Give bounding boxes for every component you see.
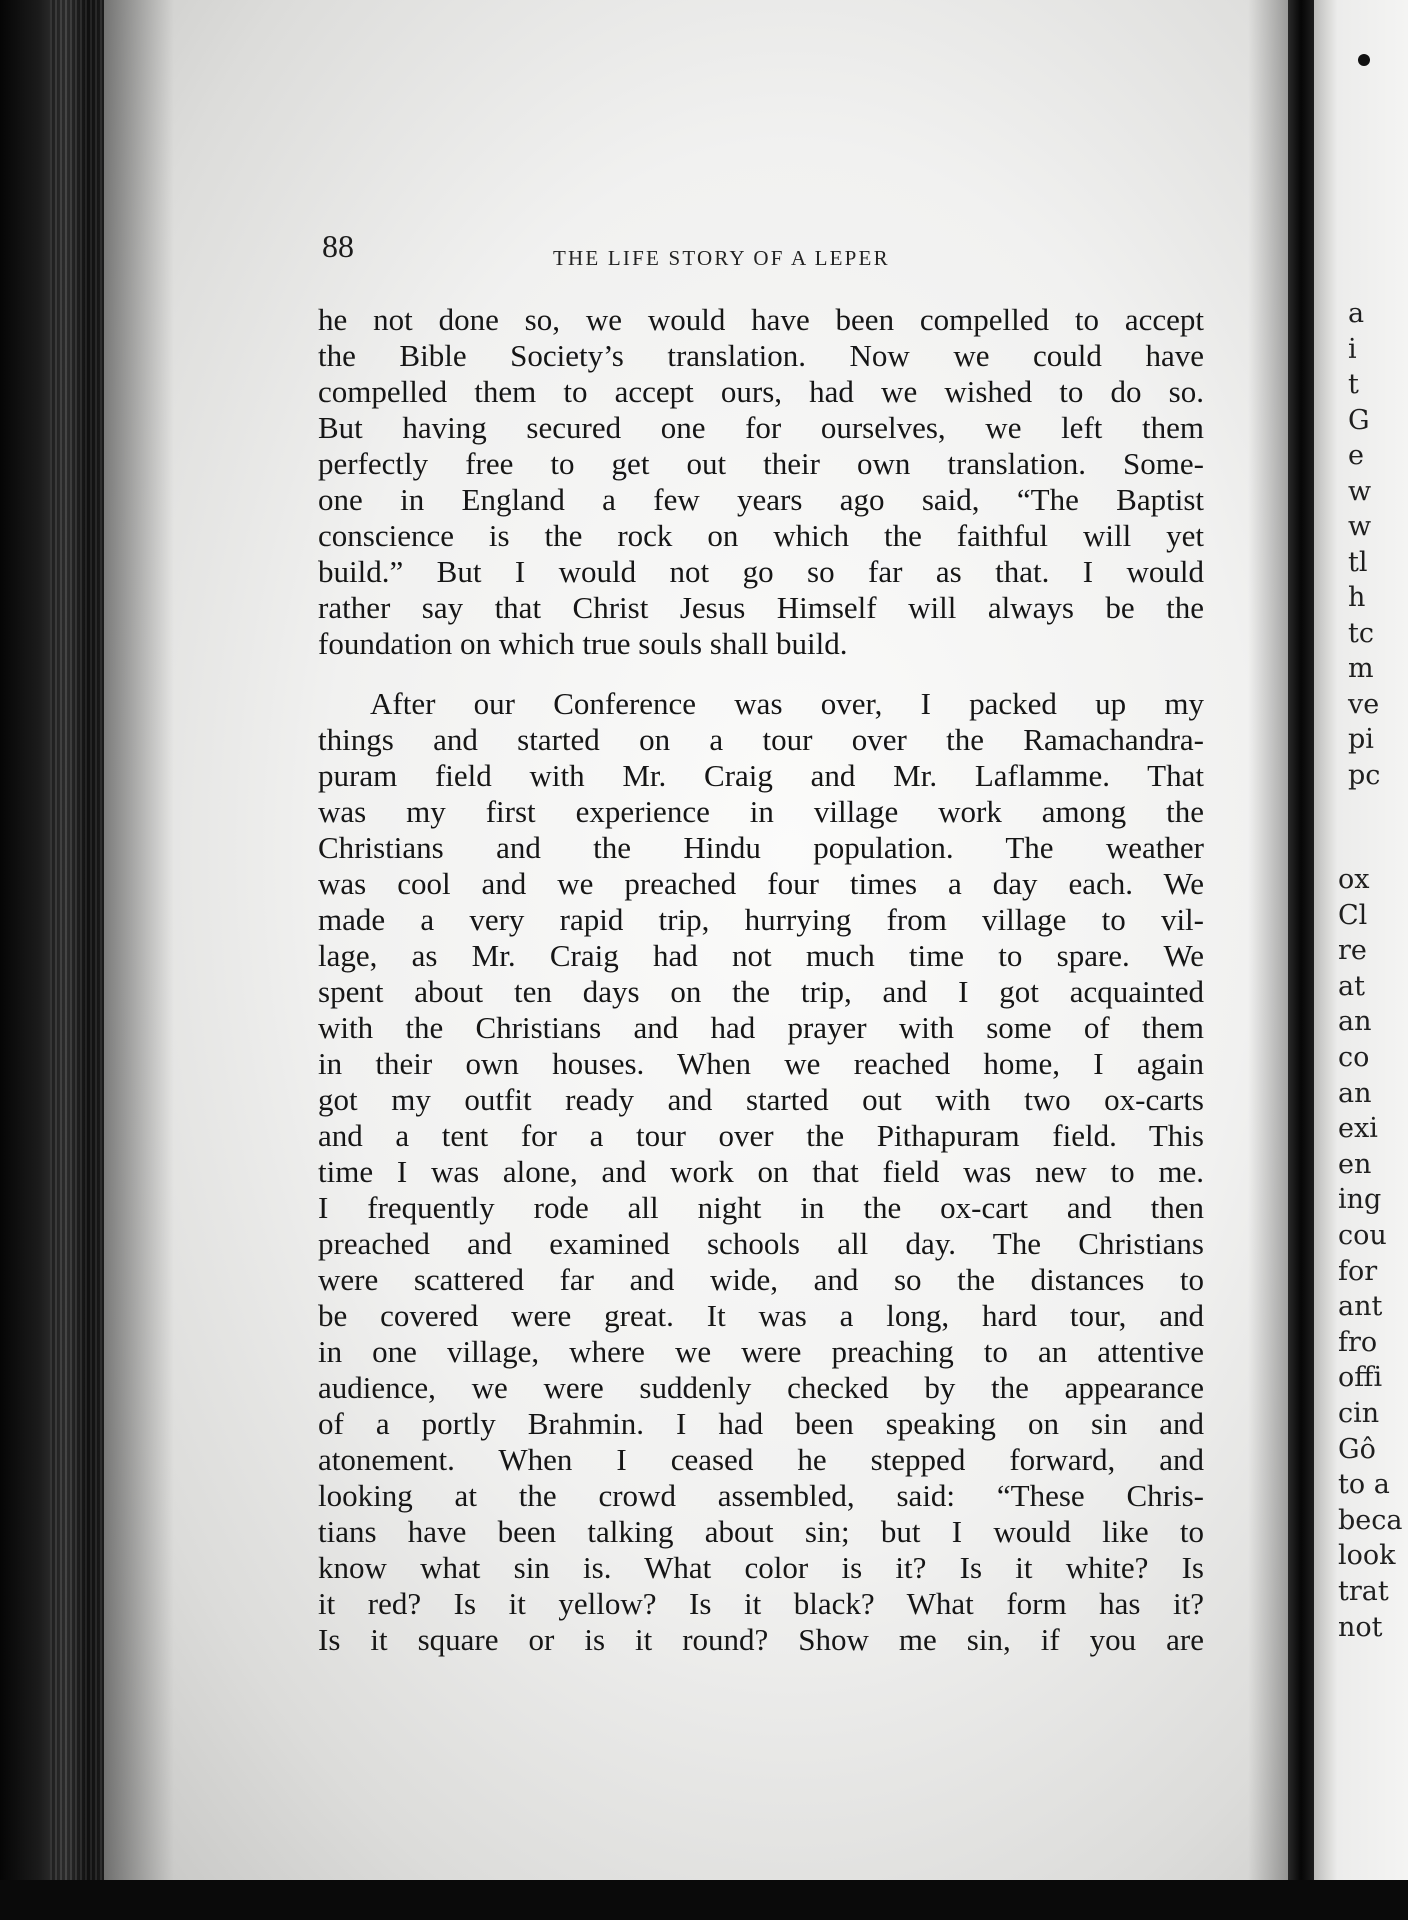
adjacent-page-fragment: look xyxy=(1338,1540,1396,1572)
adjacent-page-fragment: en xyxy=(1338,1148,1372,1180)
adjacent-page-fragment: offi xyxy=(1338,1362,1383,1394)
adjacent-page-fragment: tc xyxy=(1348,617,1374,649)
text-line: spent about ten days on the trip, and I got acquainted xyxy=(318,974,1204,1009)
page-number: 88 xyxy=(322,228,354,264)
adjacent-page-fragment: exi xyxy=(1338,1113,1378,1145)
adjacent-page-fragment: w xyxy=(1348,475,1372,507)
text-line: he not done so, we would have been compelled to accept xyxy=(318,302,1204,337)
text-line: perfectly free to get out their own translation. Some- xyxy=(318,446,1204,481)
text-line: audience, we were suddenly checked by the appearance xyxy=(318,1370,1204,1405)
adjacent-page-fragment: t xyxy=(1348,369,1359,400)
text-line: build.” But I would not go so far as that. I would xyxy=(318,554,1204,589)
text-line: the Bible Society’s translation. Now we could have xyxy=(318,338,1204,373)
running-title: THE LIFE STORY OF A LEPER xyxy=(553,246,890,270)
text-line: was cool and we preached four times a day each. We xyxy=(318,866,1204,901)
adjacent-page-fragment: ve xyxy=(1348,688,1380,720)
adjacent-page-fragment: w xyxy=(1348,511,1372,542)
adjacent-page-fragment: pi xyxy=(1348,724,1374,755)
adjacent-page-fragment: to a xyxy=(1338,1469,1390,1501)
ink-dot-mark xyxy=(1358,54,1370,66)
text-line: know what sin is. What color is it? Is it white? Is xyxy=(318,1550,1204,1585)
text-line: After our Conference was over, I packed up my xyxy=(370,686,1204,721)
adjacent-page-fragment: trat xyxy=(1338,1576,1389,1607)
adjacent-page-fragment: fro xyxy=(1338,1326,1378,1358)
text-line: things and started on a tour over the Ramachandra- xyxy=(318,722,1204,757)
text-line: I frequently rode all night in the ox-cart and then xyxy=(318,1190,1204,1225)
text-line: Christians and the Hindu population. The weather xyxy=(318,830,1204,865)
adjacent-page-fragment: tl xyxy=(1348,546,1368,578)
text-line: compelled them to accept ours, had we wished to do so. xyxy=(318,374,1204,409)
adjacent-page-fragment: for xyxy=(1338,1255,1378,1287)
adjacent-page-fragment: ant xyxy=(1338,1291,1383,1323)
text-line: conscience is the rock on which the faithful will yet xyxy=(318,518,1204,553)
text-line: be covered were great. It was a long, hard tour, and xyxy=(318,1298,1204,1333)
page-edges-stack xyxy=(50,0,110,1920)
text-line: looking at the crowd assembled, said: “These Chris- xyxy=(318,1478,1204,1513)
adjacent-page-fragment: re xyxy=(1338,935,1367,967)
text-line: preached and examined schools all day. The Christians xyxy=(318,1226,1204,1261)
text-line: were scattered far and wide, and so the distances to xyxy=(318,1262,1204,1297)
adjacent-page-fragment: h xyxy=(1348,582,1366,613)
text-line: puram field with Mr. Craig and Mr. Laflamme. That xyxy=(318,758,1204,793)
text-line: atonement. When I ceased he stepped forward, and xyxy=(318,1442,1204,1477)
adjacent-page-fragment: pc xyxy=(1348,759,1381,791)
text-line: But having secured one for ourselves, we left them xyxy=(318,410,1204,445)
text-line: was my first experience in village work among the xyxy=(318,794,1204,829)
adjacent-page-fragment: ing xyxy=(1338,1184,1382,1216)
adjacent-page-fragment: cin xyxy=(1338,1398,1380,1429)
adjacent-page-fragment: ox xyxy=(1338,864,1370,895)
adjacent-page-fragment: a xyxy=(1348,298,1365,329)
adjacent-page-fragment: G xyxy=(1348,404,1370,436)
book-gutter xyxy=(1288,0,1314,1920)
text-line: in one village, where we were preaching to an attentive xyxy=(318,1334,1204,1369)
text-line: of a portly Brahmin. I had been speaking on sin and xyxy=(318,1406,1204,1441)
adjacent-page-fragment: an xyxy=(1338,1006,1372,1038)
adjacent-page-fragment: e xyxy=(1348,440,1364,471)
adjacent-page-fragment: Cl xyxy=(1338,899,1368,931)
adjacent-page-fragment: cou xyxy=(1338,1220,1387,1251)
adjacent-page-fragment: an xyxy=(1338,1077,1372,1109)
text-line: and a tent for a tour over the Pithapuram field. This xyxy=(318,1118,1204,1153)
text-line: Is it square or is it round? Show me sin, if you are xyxy=(318,1622,1204,1657)
adjacent-page-fragment: i xyxy=(1348,333,1357,365)
adjacent-page xyxy=(1314,0,1408,1895)
adjacent-page-fragment: beca xyxy=(1338,1504,1403,1536)
text-line: lage, as Mr. Craig had not much time to spare. We xyxy=(318,938,1204,973)
text-line: it red? Is it yellow? Is it black? What form has it? xyxy=(318,1586,1204,1621)
text-line: got my outfit ready and started out with two ox-carts xyxy=(318,1082,1204,1117)
scan-bottom-edge xyxy=(0,1880,1408,1920)
text-line: rather say that Christ Jesus Himself will always be the xyxy=(318,590,1204,625)
paragraph-2 xyxy=(318,686,1204,1658)
text-line: made a very rapid trip, hurrying from village to vil- xyxy=(318,902,1204,937)
adjacent-page-fragment: not xyxy=(1338,1611,1383,1643)
adjacent-page-fragment: m xyxy=(1348,653,1374,684)
text-line: one in England a few years ago said, “The Baptist xyxy=(318,482,1204,517)
adjacent-page-fragment: at xyxy=(1338,970,1365,1002)
adjacent-page-fragment: co xyxy=(1338,1042,1370,1073)
text-line: time I was alone, and work on that field was new to me. xyxy=(318,1154,1204,1189)
text-line: tians have been talking about sin; but I would like to xyxy=(318,1514,1204,1549)
adjacent-page-fragment: Gô xyxy=(1338,1433,1376,1465)
text-line: with the Christians and had prayer with some of them xyxy=(318,1010,1204,1045)
text-line: foundation on which true souls shall build. xyxy=(318,626,848,661)
text-line: in their own houses. When we reached home, I again xyxy=(318,1046,1204,1081)
paragraph-1 xyxy=(318,302,1204,662)
